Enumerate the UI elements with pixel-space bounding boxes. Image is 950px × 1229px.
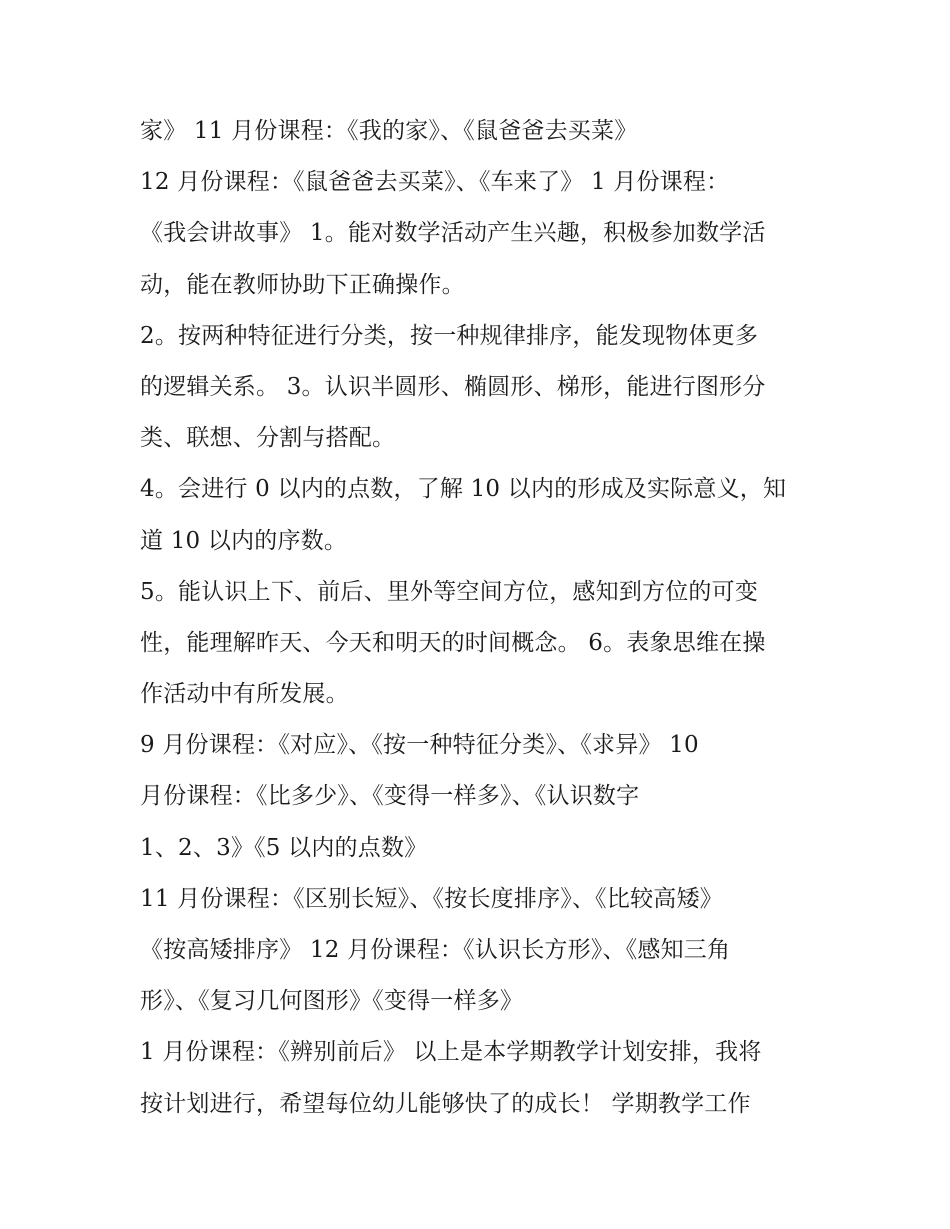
text-line-2: 12 月份课程：《鼠爸爸去买菜》、《车来了》 1 月份课程： [140, 169, 730, 196]
text-line-16: 11 月份课程：《区别长短》、《按长度排序》、《比较高矮》 [140, 885, 723, 912]
text-line-5: 2。按两种特征进行分类，按一种规律排序，能发现物体更多 [140, 322, 759, 349]
text-line-4: 动，能在教师协助下正确操作。 [140, 271, 465, 298]
text-line-20: 按计划进行，希望每位幼儿能够快了的成长！ 学期教学工作 [140, 1090, 751, 1117]
text-line-9: 道 10 以内的序数。 [140, 527, 348, 554]
text-line-13: 9 月份课程：《对应》、《按一种特征分类》、《求异》 10 [140, 732, 699, 759]
text-line-14: 月份课程：《比多少》、《变得一样多》、《认识数字 [140, 783, 640, 810]
text-line-19: 1 月份课程：《辨别前后》 以上是本学期教学计划安排，我将 [140, 1039, 762, 1066]
text-line-7: 类、联想、分割与搭配。 [140, 425, 396, 452]
body-text [140, 106, 820, 1130]
text-line-15: 1、2、3》《5 以内的点数》 [140, 834, 428, 861]
text-line-11: 性，能理解昨天、今天和明天的时间概念。 6。表象思维在操 [140, 629, 766, 656]
text-line-1: 家》 11 月份课程：《我的家》、《鼠爸爸去买菜》 [140, 118, 638, 144]
text-line-18: 形》、《复习几何图形》《变得一样多》 [140, 988, 524, 1015]
text-line-10: 5。能认识上下、前后、里外等空间方位，感知到方位的可变 [140, 578, 759, 605]
text-line-8: 4。会进行 0 以内的点数，了解 10 以内的形成及实际意义，知 [140, 476, 787, 503]
text-line-17: 《按高矮排序》 12 月份课程：《认识长方形》、《感知三角 [140, 937, 731, 963]
text-line-6: 的逻辑关系。 3。认识半圆形、椭圆形、梯形，能进行图形分 [140, 373, 766, 400]
text-line-3: 《我会讲故事》 1。能对数学活动产生兴趣，积极参加数学活 [140, 220, 766, 247]
text-line-12: 作活动中有所发展。 [140, 681, 349, 708]
